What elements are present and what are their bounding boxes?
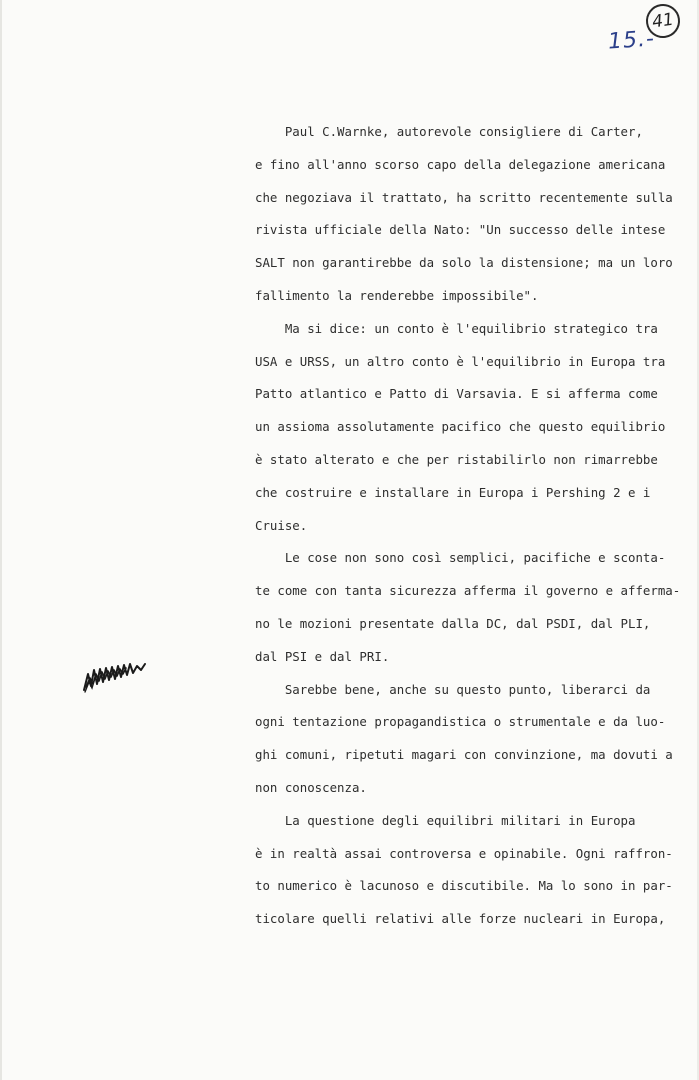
text-line: te come con tanta sicurezza afferma il governo e afferma- — [255, 583, 681, 599]
page-number: 15.- — [607, 26, 656, 55]
text-line: USA e URSS, un altro conto è l'equilibrio in Europa tra — [255, 353, 666, 369]
text-line: è in realtà assai controversa e opinabile. Ogni raffron- — [255, 845, 673, 861]
text-line: no le mozioni presentate dalla DC, dal PSDI, dal PLI, — [255, 615, 651, 631]
text-line: un assioma assolutamente pacifico che questo equilibrio — [255, 419, 666, 435]
text-line: SALT non garantirebbe da solo la distensione; ma un loro — [255, 255, 673, 271]
text-line: Sarebbe bene, anche su questo punto, liberarci da — [255, 681, 651, 697]
text-line: to numerico è lacunoso e discutibile. Ma lo sono in par- — [255, 878, 673, 894]
text-line: La questione degli equilibri militari in Europa — [255, 812, 636, 828]
text-line: Paul C.Warnke, autorevole consigliere di Carter, — [255, 124, 643, 139]
text-line: fallimento la renderebbe impossibile". — [255, 287, 539, 303]
text-line: Patto atlantico e Patto di Varsavia. E si afferma come — [255, 386, 658, 402]
text-line: Le cose non sono così semplici, pacifiche e sconta- — [255, 550, 666, 566]
handwritten-signature-mark — [82, 660, 148, 696]
text-line: dal PSI e dal PRI. — [255, 648, 390, 664]
text-line: non conoscenza. — [255, 779, 367, 795]
text-line: Ma si dice: un conto è l'equilibrio strategico tra — [255, 320, 658, 336]
text-line: e fino all'anno scorso capo della delegazione americana — [255, 156, 666, 172]
body-text — [255, 121, 681, 941]
text-line: che costruire e installare in Europa i Pershing 2 e i — [255, 484, 651, 500]
text-line: Cruise. — [255, 517, 308, 533]
text-line: ogni tentazione propagandistica o strumentale e da luo- — [255, 714, 666, 730]
archive-number-stamp: 41 — [644, 2, 682, 40]
text-line: rivista ufficiale della Nato: "Un successo delle intese — [255, 222, 666, 238]
text-line: è stato alterato e che per ristabilirlo non rimarrebbe — [255, 451, 658, 467]
text-line: ticolare quelli relativi alle forze nucleari in Europa, — [255, 911, 666, 927]
text-line: che negoziava il trattato, ha scritto recentemente sulla — [255, 189, 673, 205]
text-line: ghi comuni, ripetuti magari con convinzione, ma dovuti a — [255, 747, 673, 763]
